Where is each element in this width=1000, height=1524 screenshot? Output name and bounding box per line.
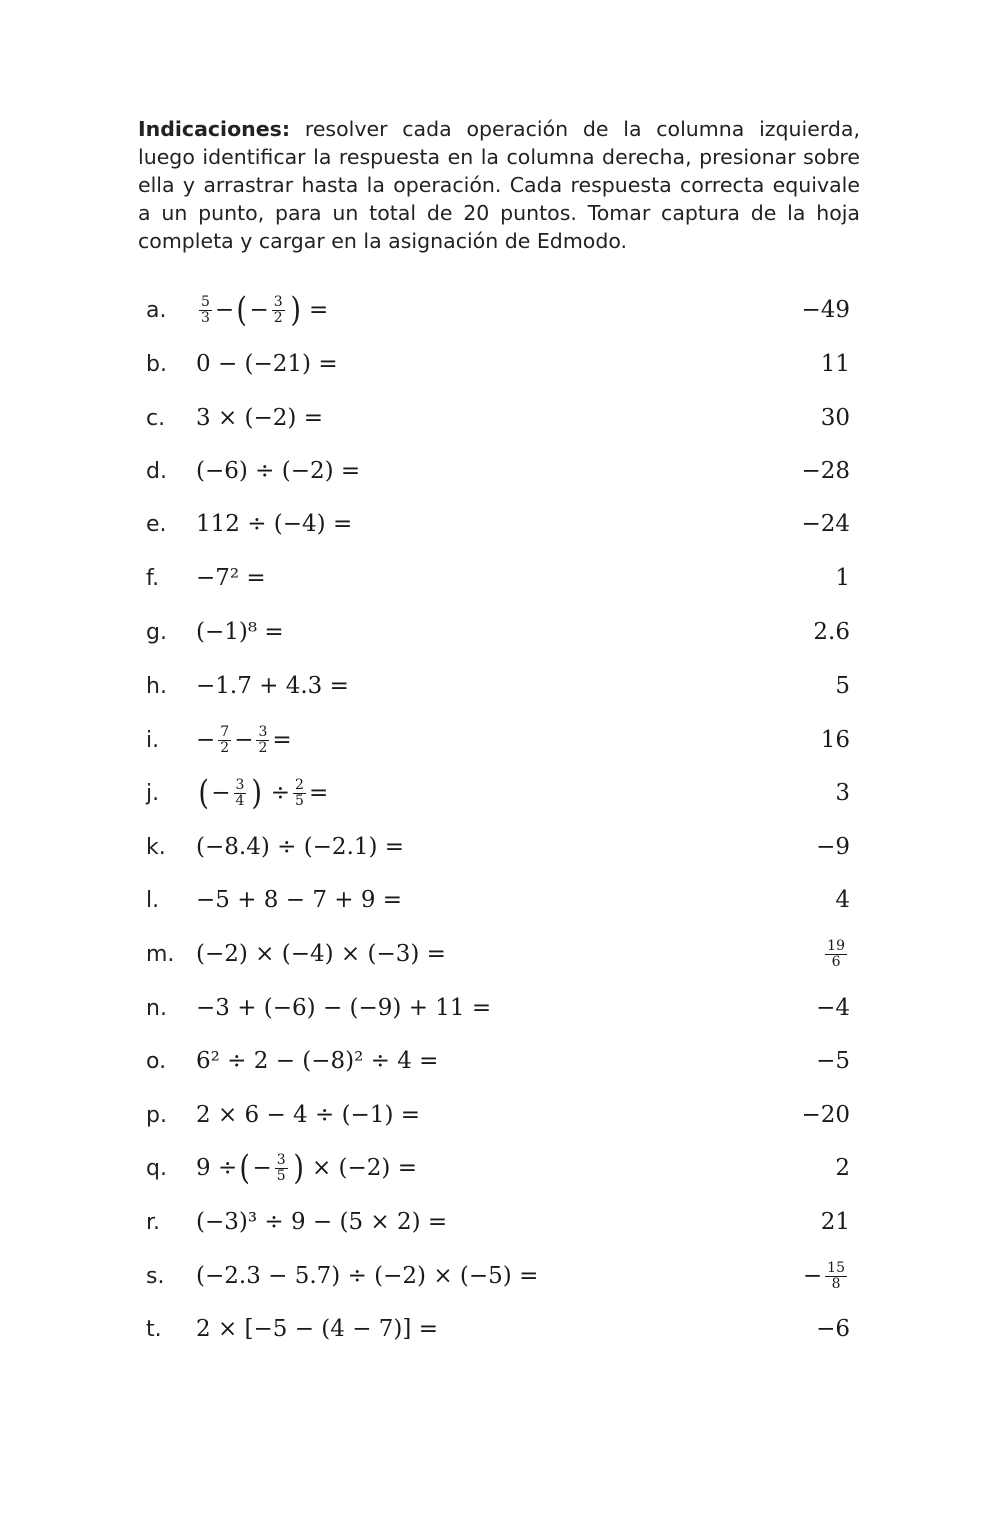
answer-option[interactable]: −20 — [801, 1102, 850, 1128]
instructions-label: Indicaciones: — [138, 117, 291, 141]
exercise-letter: n. — [146, 995, 167, 1021]
exercise-row-c — [146, 398, 850, 438]
exercise-row-l — [146, 880, 850, 920]
fraction: $\frac{2}{5}$ — [295, 776, 304, 809]
exercise-row-k — [146, 827, 850, 867]
exercise-row-n — [146, 988, 850, 1028]
operation: (−2.3 − 5.7) ÷ (−2) × (−5) = — [196, 1263, 539, 1289]
exercise-letter: k. — [146, 834, 166, 860]
exercise-letter: o. — [146, 1048, 167, 1074]
exercise-row-i — [146, 720, 850, 760]
answer-option[interactable]: −6 — [816, 1316, 850, 1342]
exercise-row-d — [146, 451, 850, 491]
exercise-row-g — [146, 612, 850, 652]
exercise-row-p — [146, 1095, 850, 1135]
answer-option[interactable]: 30 — [820, 405, 850, 431]
exercise-row-r — [146, 1202, 850, 1242]
answer-option[interactable]: 5 — [835, 673, 850, 699]
answer-option[interactable]: −24 — [801, 511, 850, 537]
answer-option[interactable]: −4 — [816, 995, 850, 1021]
instructions-paragraph — [138, 115, 860, 255]
exercise-letter: r. — [146, 1209, 161, 1235]
exercise-letter: a. — [146, 297, 167, 323]
fraction: $\frac{3}{2}$ — [258, 723, 268, 756]
operation: − $\frac{7}{2}$ − $\frac{3}{2}$ = — [196, 723, 292, 756]
exercise-row-m — [146, 934, 850, 974]
answer-option[interactable]: 4 — [835, 887, 850, 913]
fraction: $\frac{3}{2}$ — [273, 293, 283, 326]
answer-option[interactable]: 1 — [835, 565, 850, 591]
exercise-letter: e. — [146, 511, 167, 537]
fraction: $\frac{5}{3}$ — [201, 293, 210, 326]
fraction: $\frac{3}{4}$ — [235, 776, 245, 809]
operation: ( − $\frac{3}{4}$ ) ÷ $\frac{2}{5}$ = — [198, 773, 329, 813]
exercise-letter: p. — [146, 1102, 167, 1128]
operation: (−1)⁸ = — [196, 619, 284, 645]
operation: 6² ÷ 2 − (−8)² ÷ 4 = — [196, 1048, 439, 1074]
fraction: $\frac{7}{2}$ — [220, 723, 230, 756]
fraction: $\frac{19}{6}$ — [827, 937, 845, 970]
exercise-letter: d. — [146, 458, 167, 484]
operation: (−3)³ ÷ 9 − (5 × 2) = — [196, 1209, 448, 1235]
operation: (−6) ÷ (−2) = — [196, 458, 361, 484]
exercise-row-s — [146, 1256, 850, 1296]
answer-option[interactable]: 21 — [820, 1209, 850, 1235]
answer-option[interactable]: − $\frac{15}{8}$ — [802, 1259, 845, 1292]
answer-option[interactable]: 2.6 — [813, 619, 850, 645]
fraction: $\frac{3}{5}$ — [276, 1151, 286, 1184]
exercise-letter: g. — [146, 619, 167, 645]
answer-option[interactable]: −49 — [801, 297, 850, 323]
operation: 112 ÷ (−4) = — [196, 511, 353, 537]
instructions-text: resolver cada operación de la columna izquierda, luego identificar la respuesta en la columna derecha, presionar sobre ella y arrastrar hasta la operación. Cada respuesta correcta equivale a un punto, para un total de 20 puntos. Tomar captura de la hoja completa y cargar en la asignación de Edmodo. — [138, 117, 860, 253]
exercise-letter: i. — [146, 727, 160, 753]
exercise-letter: b. — [146, 351, 167, 377]
operation: −5 + 8 − 7 + 9 = — [196, 887, 403, 913]
exercise-letter: j. — [146, 780, 160, 806]
fraction: $\frac{15}{8}$ — [827, 1259, 845, 1292]
exercise-letter: l. — [146, 887, 160, 913]
operation: (−2) × (−4) × (−3) = — [196, 941, 446, 967]
exercise-row-a — [146, 290, 850, 330]
exercise-letter: f. — [146, 565, 160, 591]
answer-option[interactable]: 2 — [835, 1155, 850, 1181]
answer-option[interactable]: −9 — [816, 834, 850, 860]
exercise-row-j — [146, 773, 850, 813]
answer-option[interactable]: −28 — [801, 458, 850, 484]
operation: −1.7 + 4.3 = — [196, 673, 349, 699]
operation: 2 × [−5 − (4 − 7)] = — [196, 1316, 438, 1342]
exercise-row-o — [146, 1041, 850, 1081]
answer-option[interactable]: 3 — [835, 780, 850, 806]
exercise-row-t — [146, 1309, 850, 1349]
exercise-letter: c. — [146, 405, 166, 431]
exercise-letter: h. — [146, 673, 167, 699]
operation: −7² = — [196, 565, 266, 591]
exercise-row-f — [146, 558, 850, 598]
exercise-letter: m. — [146, 941, 175, 967]
operation: −3 + (−6) − (−9) + 11 = — [196, 995, 492, 1021]
answer-option[interactable] — [822, 939, 850, 970]
operation: (−8.4) ÷ (−2.1) = — [196, 834, 405, 860]
exercise-letter: t. — [146, 1316, 162, 1342]
exercise-letter: q. — [146, 1155, 167, 1181]
exercise-row-q — [146, 1148, 850, 1188]
operation: 0 − (−21) = — [196, 351, 338, 377]
operation: $\frac{5}{3}$ − ( − $\frac{3}{2}$ ) = — [201, 290, 329, 330]
operation: 2 × 6 − 4 ÷ (−1) = — [196, 1102, 421, 1128]
exercise-letter: s. — [146, 1263, 165, 1289]
answer-option[interactable]: 11 — [820, 351, 850, 377]
exercise-row-b — [146, 344, 850, 384]
exercise-row-e — [146, 504, 850, 544]
operation: 3 × (−2) = — [196, 405, 323, 431]
answer-option[interactable]: −5 — [816, 1048, 850, 1074]
operation: 9 ÷ ( − $\frac{3}{5}$ ) × (−2) = — [196, 1148, 417, 1188]
answer-option[interactable]: 16 — [820, 727, 850, 753]
exercise-row-h — [146, 666, 850, 706]
